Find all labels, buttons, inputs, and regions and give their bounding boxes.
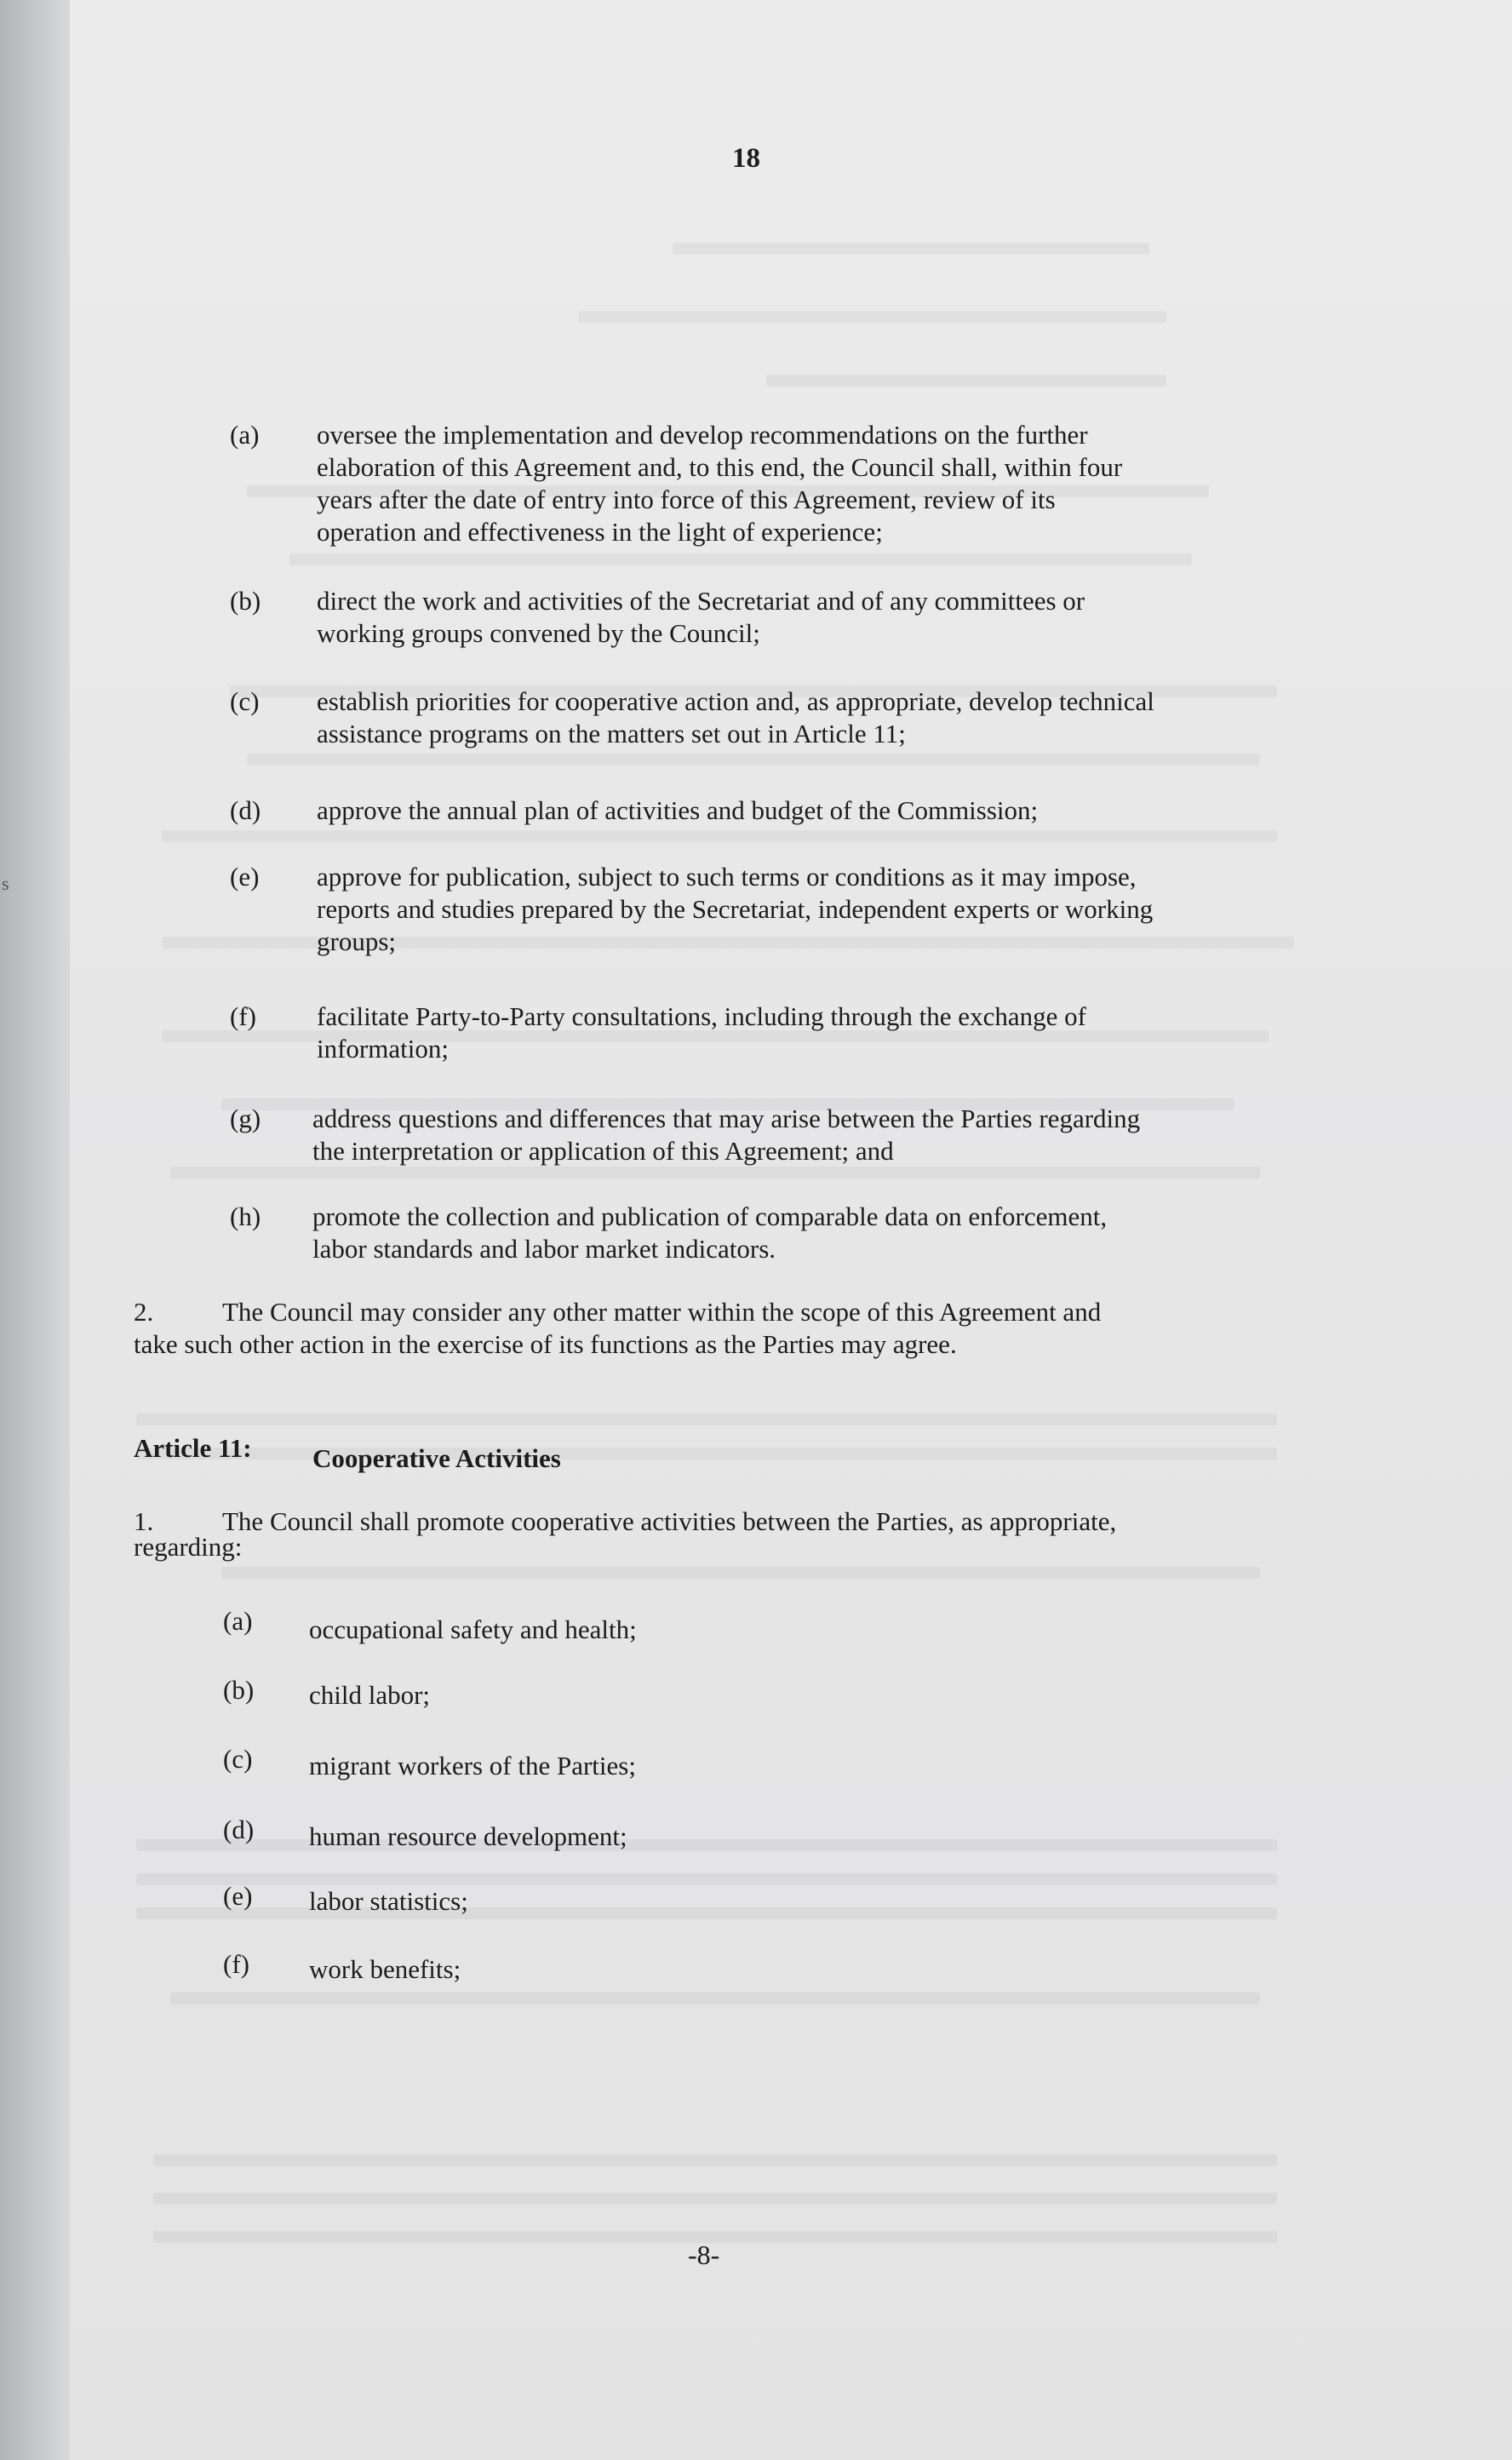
text-line: assistance programs on the matters set out in Article 11; [317, 719, 906, 748]
item-label: (b) [223, 1675, 255, 1705]
paragraph-2 [134, 1296, 1101, 1361]
item-label: (f) [230, 1001, 256, 1031]
item-label: (e) [223, 1881, 253, 1911]
item-label: (g) [230, 1104, 261, 1133]
text-line: the interpretation or application of this Agreement; and [312, 1136, 894, 1166]
item-label: (d) [223, 1815, 255, 1844]
text-line: working groups convened by the Council; [317, 618, 760, 648]
text-line: regarding: [134, 1532, 243, 1562]
item-text [317, 1001, 1086, 1065]
item-text: labor statistics; [309, 1886, 468, 1916]
item-text: migrant workers of the Parties; [309, 1751, 636, 1780]
item-text [312, 1201, 1107, 1265]
binding-edge [0, 0, 70, 2460]
article-number: Article 11: [134, 1433, 252, 1463]
text-line: approve the annual plan of activities and budget of the Commission; [317, 795, 1039, 825]
item-label: (e) [230, 862, 260, 892]
item-label: (f) [223, 1949, 249, 1979]
item-label: (a) [223, 1606, 253, 1636]
text-line: reports and studies prepared by the Secretariat, independent experts or working [317, 894, 1154, 924]
text-line: elaboration of this Agreement and, to this end, the Council shall, within four [317, 452, 1123, 482]
item-text [312, 1103, 1140, 1167]
item-label: (a) [230, 420, 260, 450]
text-line: promote the collection and publication of comparable data on enforcement, [312, 1201, 1108, 1231]
text-line: operation and effectiveness in the light of experience; [317, 517, 883, 547]
text-line: information; [317, 1034, 449, 1064]
text-line: address questions and differences that may arise between the Parties regarding [312, 1104, 1141, 1133]
item-text [317, 685, 1154, 750]
text-line: approve for publication, subject to such terms or conditions as it may impose, [317, 862, 1137, 892]
edge-mark: s [2, 873, 9, 894]
text-line: facilitate Party-to-Party consultations, including through the exchange of [317, 1001, 1086, 1031]
text-line: labor standards and labor market indicators. [312, 1234, 776, 1264]
page-number: 18 [732, 143, 760, 174]
item-text: work benefits; [309, 1954, 461, 1984]
item-text [317, 861, 1153, 958]
footer-page-number: -8- [688, 2239, 720, 2270]
item-text: child labor; [309, 1680, 431, 1710]
item-label: (d) [230, 795, 261, 825]
paragraph-number: 2. [134, 1297, 154, 1327]
article-title: Cooperative Activities [312, 1443, 561, 1473]
item-label: (h) [230, 1201, 261, 1231]
item-label: (c) [230, 686, 260, 716]
text-line: direct the work and activities of the Secretariat and of any committees or [317, 586, 1085, 616]
text-line: years after the date of entry into force of this Agreement, review of its [317, 485, 1056, 514]
text-line: The Council shall promote cooperative activities between the Parties, as appropriate, [222, 1506, 1117, 1536]
text-line: establish priorities for cooperative action and, as appropriate, develop technical [317, 686, 1154, 716]
text-line: oversee the implementation and develop recommendations on the further [317, 420, 1088, 450]
item-text [317, 419, 1122, 548]
item-text: occupational safety and health; [309, 1614, 637, 1644]
paragraph-1 [134, 1505, 1116, 1563]
text-line: take such other action in the exercise of its functions as the Parties may agree. [134, 1329, 957, 1359]
paragraph-number: 1. [134, 1506, 154, 1536]
item-label: (c) [223, 1744, 253, 1774]
item-label: (b) [230, 586, 261, 616]
item-text [317, 585, 1085, 650]
item-text [317, 794, 1038, 827]
text-line: The Council may consider any other matter within the scope of this Agreement and [222, 1297, 1102, 1327]
text-line: groups; [317, 926, 396, 956]
article-heading [134, 1433, 561, 1473]
item-text: human resource development; [309, 1821, 627, 1851]
